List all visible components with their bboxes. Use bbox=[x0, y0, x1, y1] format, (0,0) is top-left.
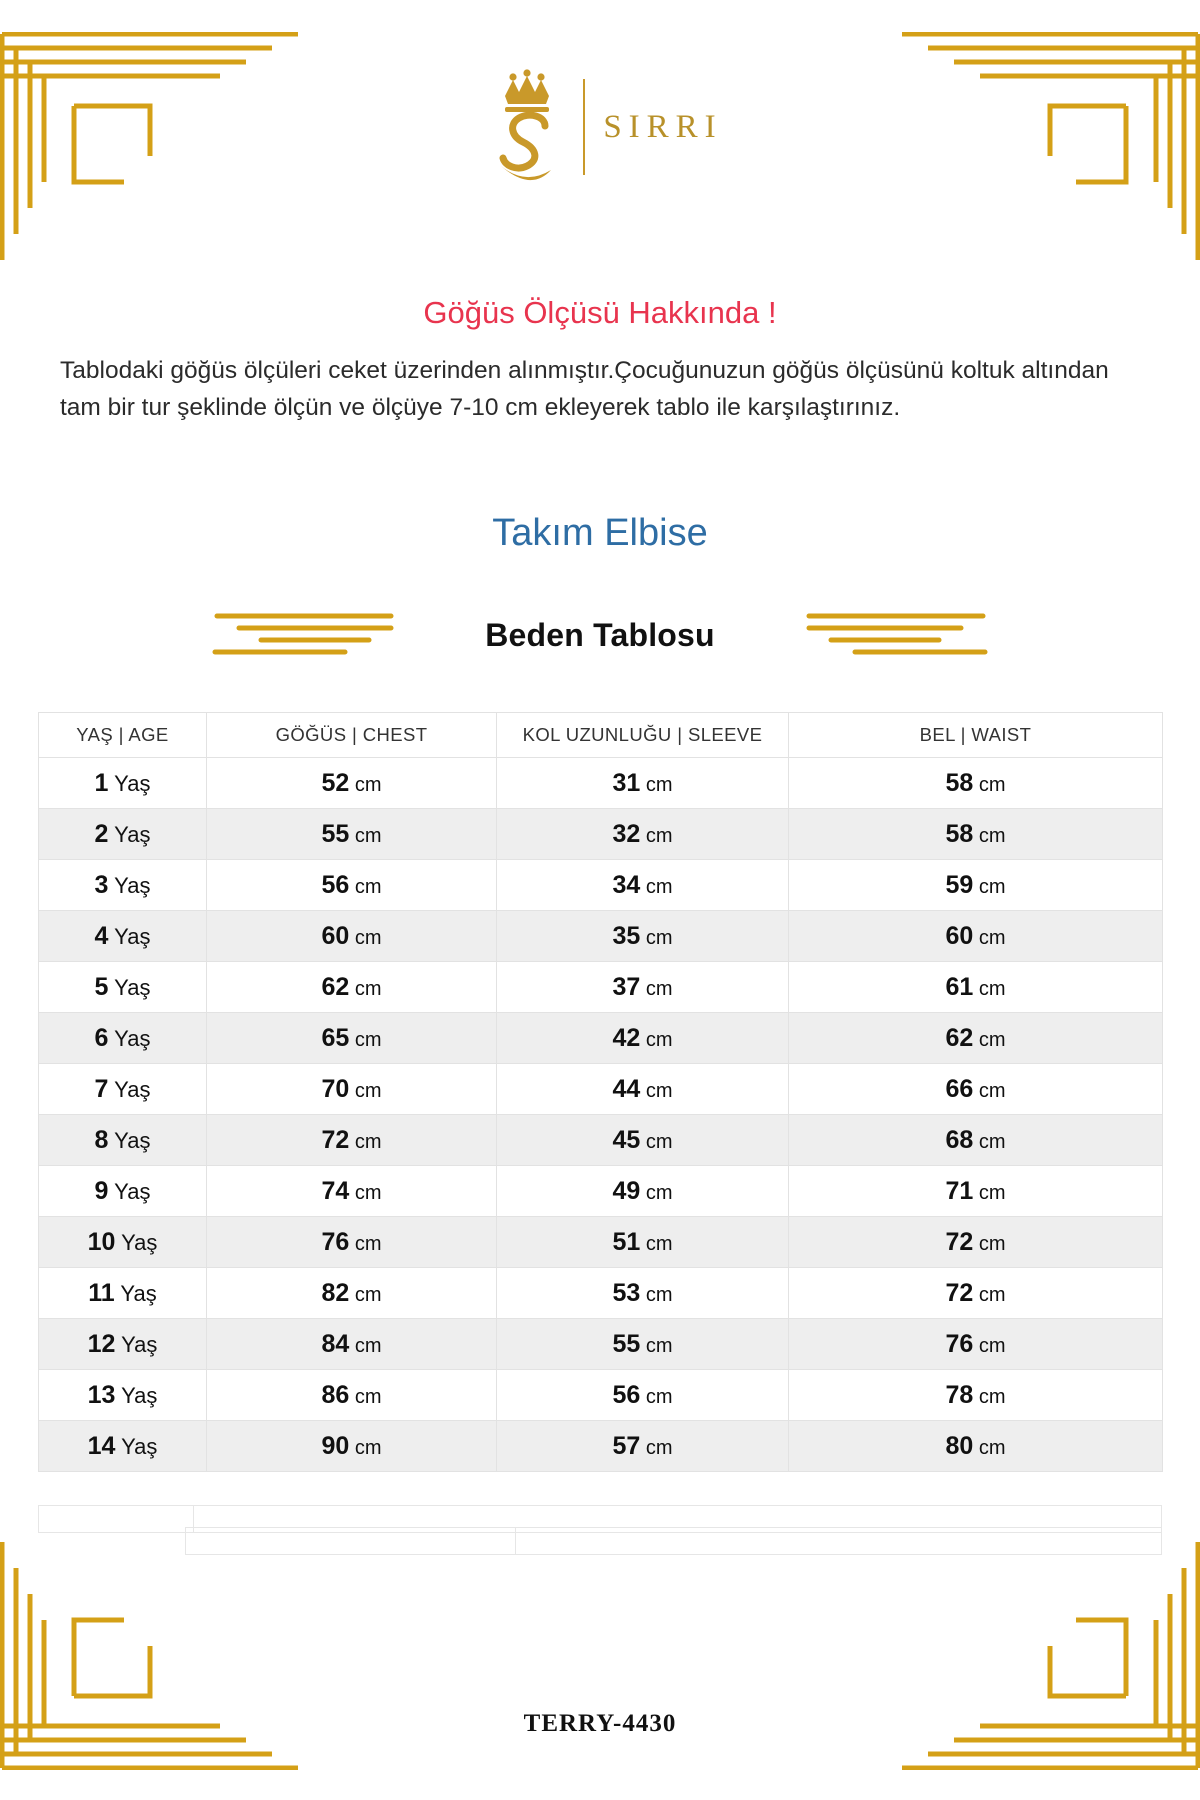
cell-chest-value: 90 bbox=[321, 1431, 350, 1460]
cell-waist bbox=[789, 1319, 1163, 1370]
table-row bbox=[39, 860, 1163, 911]
cell-age-value: 11 bbox=[88, 1278, 115, 1307]
cell-waist-unit: cm bbox=[973, 824, 1006, 847]
cell-age-unit: Yaş bbox=[108, 821, 151, 847]
cell-age-unit: Yaş bbox=[108, 1025, 151, 1051]
cell-waist bbox=[789, 962, 1163, 1013]
cell-waist-value: 61 bbox=[945, 972, 974, 1001]
cell-chest-unit: cm bbox=[349, 1283, 382, 1306]
cell-chest-unit: cm bbox=[349, 1232, 382, 1255]
table-header-row bbox=[39, 713, 1163, 758]
cell-waist bbox=[789, 1115, 1163, 1166]
column-header-sleeve: KOL UZUNLUĞU | SLEEVE bbox=[497, 713, 789, 758]
cell-chest-value: 55 bbox=[321, 819, 350, 848]
cell-chest-value: 60 bbox=[321, 921, 350, 950]
cell-waist-value: 76 bbox=[945, 1329, 974, 1358]
cell-age bbox=[39, 1319, 207, 1370]
table-row bbox=[39, 911, 1163, 962]
cell-chest-unit: cm bbox=[349, 824, 382, 847]
cell-waist-unit: cm bbox=[973, 1028, 1006, 1051]
cell-age bbox=[39, 809, 207, 860]
cell-age-unit: Yaş bbox=[108, 1127, 151, 1153]
cell-sleeve-unit: cm bbox=[640, 1436, 673, 1459]
column-header-age: YAŞ | AGE bbox=[39, 713, 207, 758]
cell-chest-value: 74 bbox=[321, 1176, 350, 1205]
cell-waist bbox=[789, 809, 1163, 860]
cell-sleeve-unit: cm bbox=[640, 1334, 673, 1357]
cell-age-value: 4 bbox=[94, 921, 109, 950]
cell-waist-value: 72 bbox=[945, 1278, 974, 1307]
cell-chest-value: 62 bbox=[321, 972, 350, 1001]
cell-age bbox=[39, 1064, 207, 1115]
cell-chest bbox=[207, 1013, 497, 1064]
cell-chest bbox=[207, 1217, 497, 1268]
cell-age-unit: Yaş bbox=[108, 872, 151, 898]
cell-age bbox=[39, 911, 207, 962]
cell-sleeve bbox=[497, 1013, 789, 1064]
cell-chest bbox=[207, 1064, 497, 1115]
cell-waist bbox=[789, 1421, 1163, 1472]
cell-chest bbox=[207, 1421, 497, 1472]
cell-sleeve-value: 55 bbox=[612, 1329, 641, 1358]
cell-age bbox=[39, 1115, 207, 1166]
cell-sleeve-unit: cm bbox=[640, 773, 673, 796]
notice-body: Tablodaki göğüs ölçüleri ceket üzerinden alınmıştır.Çocuğunuzun göğüs ölçüsünü koltuk altından tam bir tur şeklinde ölçün ve ölçüye 7-10 cm ekleyerek tablo ile karşılaştırınız. bbox=[60, 357, 1109, 422]
cell-waist-unit: cm bbox=[973, 1334, 1006, 1357]
product-category-title: Takım Elbise bbox=[492, 512, 708, 554]
cell-waist-unit: cm bbox=[973, 1181, 1006, 1204]
cell-age-value: 12 bbox=[87, 1329, 116, 1358]
cell-sleeve bbox=[497, 758, 789, 809]
cell-sleeve bbox=[497, 1370, 789, 1421]
crown-s-monogram-icon bbox=[477, 62, 577, 192]
cell-chest-value: 70 bbox=[321, 1074, 350, 1103]
cell-sleeve bbox=[497, 860, 789, 911]
cell-age-unit: Yaş bbox=[115, 1382, 158, 1408]
cell-sleeve-value: 44 bbox=[612, 1074, 641, 1103]
cell-waist-unit: cm bbox=[973, 1385, 1006, 1408]
cell-chest bbox=[207, 758, 497, 809]
cell-chest-value: 56 bbox=[321, 870, 350, 899]
cell-sleeve bbox=[497, 1421, 789, 1472]
cell-age-unit: Yaş bbox=[108, 1178, 151, 1204]
cell-waist-value: 80 bbox=[945, 1431, 974, 1460]
cell-waist bbox=[789, 1217, 1163, 1268]
cell-sleeve-value: 31 bbox=[612, 768, 641, 797]
cell-chest-value: 72 bbox=[321, 1125, 350, 1154]
cell-sleeve bbox=[497, 911, 789, 962]
cell-sleeve-value: 35 bbox=[612, 921, 641, 950]
cell-age bbox=[39, 1268, 207, 1319]
cell-chest-value: 52 bbox=[321, 768, 350, 797]
cell-sleeve-value: 53 bbox=[612, 1278, 641, 1307]
cell-age bbox=[39, 860, 207, 911]
cell-sleeve-value: 57 bbox=[612, 1431, 641, 1460]
cell-sleeve-unit: cm bbox=[640, 1232, 673, 1255]
cell-sleeve bbox=[497, 1115, 789, 1166]
gold-flourish-left-icon bbox=[205, 608, 405, 662]
cell-waist-unit: cm bbox=[973, 1436, 1006, 1459]
brand-name: SIRRI bbox=[603, 108, 723, 145]
cell-sleeve-value: 51 bbox=[612, 1227, 641, 1256]
cell-age-value: 8 bbox=[94, 1125, 109, 1154]
cell-age bbox=[39, 1370, 207, 1421]
cell-age bbox=[39, 1013, 207, 1064]
cell-chest-unit: cm bbox=[349, 1028, 382, 1051]
cell-waist-value: 58 bbox=[945, 819, 974, 848]
cell-sleeve-value: 49 bbox=[612, 1176, 641, 1205]
size-table-header bbox=[39, 713, 1163, 758]
cell-sleeve-value: 37 bbox=[612, 972, 641, 1001]
cell-sleeve-unit: cm bbox=[640, 926, 673, 949]
cell-waist-unit: cm bbox=[973, 1232, 1006, 1255]
cell-sleeve-unit: cm bbox=[640, 1283, 673, 1306]
cell-sleeve-unit: cm bbox=[640, 875, 673, 898]
cell-sleeve-unit: cm bbox=[640, 1181, 673, 1204]
cell-chest bbox=[207, 1370, 497, 1421]
cell-waist-value: 68 bbox=[945, 1125, 974, 1154]
cell-waist-unit: cm bbox=[973, 773, 1006, 796]
cell-sleeve-value: 42 bbox=[612, 1023, 641, 1052]
cell-waist bbox=[789, 1013, 1163, 1064]
cell-waist bbox=[789, 1268, 1163, 1319]
column-header-chest: GÖĞÜS | CHEST bbox=[207, 713, 497, 758]
cell-waist bbox=[789, 860, 1163, 911]
cell-age-value: 3 bbox=[94, 870, 109, 899]
cell-waist bbox=[789, 1064, 1163, 1115]
cell-waist-value: 58 bbox=[945, 768, 974, 797]
cell-sleeve bbox=[497, 962, 789, 1013]
table-empty-row-2 bbox=[185, 1527, 1162, 1555]
cell-age-value: 1 bbox=[94, 768, 109, 797]
cell-chest-value: 65 bbox=[321, 1023, 350, 1052]
cell-chest bbox=[207, 1115, 497, 1166]
table-row bbox=[39, 758, 1163, 809]
cell-age bbox=[39, 1421, 207, 1472]
cell-age-value: 9 bbox=[94, 1176, 109, 1205]
cell-chest bbox=[207, 1319, 497, 1370]
brand-header bbox=[0, 62, 1200, 192]
cell-chest-unit: cm bbox=[349, 1181, 382, 1204]
cell-sleeve bbox=[497, 809, 789, 860]
cell-sleeve-value: 56 bbox=[612, 1380, 641, 1409]
table-row bbox=[39, 1013, 1163, 1064]
cell-waist-unit: cm bbox=[973, 1079, 1006, 1102]
cell-chest-unit: cm bbox=[349, 875, 382, 898]
cell-chest-unit: cm bbox=[349, 926, 382, 949]
cell-waist-value: 72 bbox=[945, 1227, 974, 1256]
cell-waist-value: 59 bbox=[945, 870, 974, 899]
cell-age bbox=[39, 962, 207, 1013]
cell-age-unit: Yaş bbox=[114, 1280, 157, 1306]
cell-age-unit: Yaş bbox=[115, 1331, 158, 1357]
cell-chest bbox=[207, 809, 497, 860]
cell-age-unit: Yaş bbox=[115, 1433, 158, 1459]
cell-age-unit: Yaş bbox=[108, 770, 151, 796]
cell-chest-value: 84 bbox=[321, 1329, 350, 1358]
notice-title: Göğüs Ölçüsü Hakkında ! bbox=[423, 295, 777, 330]
cell-waist-value: 66 bbox=[945, 1074, 974, 1103]
table-row bbox=[39, 1370, 1163, 1421]
table-title: Beden Tablosu bbox=[485, 616, 715, 653]
cell-sleeve-unit: cm bbox=[640, 977, 673, 1000]
cell-sleeve bbox=[497, 1319, 789, 1370]
table-row bbox=[39, 1217, 1163, 1268]
cell-age-value: 7 bbox=[94, 1074, 109, 1103]
product-code: TERRY-4430 bbox=[523, 1710, 677, 1737]
size-table-body bbox=[39, 758, 1163, 1472]
cell-age-value: 5 bbox=[94, 972, 109, 1001]
cell-waist bbox=[789, 911, 1163, 962]
cell-age-value: 2 bbox=[94, 819, 109, 848]
cell-sleeve-value: 45 bbox=[612, 1125, 641, 1154]
cell-sleeve bbox=[497, 1064, 789, 1115]
table-row bbox=[39, 1268, 1163, 1319]
cell-sleeve-unit: cm bbox=[640, 824, 673, 847]
cell-waist-unit: cm bbox=[973, 875, 1006, 898]
cell-age-value: 13 bbox=[87, 1380, 116, 1409]
table-row bbox=[39, 1319, 1163, 1370]
size-table bbox=[38, 712, 1163, 1472]
cell-chest-unit: cm bbox=[349, 773, 382, 796]
cell-chest-value: 76 bbox=[321, 1227, 350, 1256]
cell-waist-value: 71 bbox=[945, 1176, 974, 1205]
cell-sleeve-unit: cm bbox=[640, 1130, 673, 1153]
cell-chest bbox=[207, 860, 497, 911]
cell-sleeve-value: 32 bbox=[612, 819, 641, 848]
cell-chest-value: 82 bbox=[321, 1278, 350, 1307]
table-row bbox=[39, 809, 1163, 860]
cell-sleeve bbox=[497, 1217, 789, 1268]
cell-age-value: 14 bbox=[87, 1431, 116, 1460]
cell-age bbox=[39, 1217, 207, 1268]
cell-chest-unit: cm bbox=[349, 1130, 382, 1153]
table-title-row bbox=[0, 608, 1200, 662]
cell-age-value: 6 bbox=[94, 1023, 109, 1052]
cell-waist-unit: cm bbox=[973, 926, 1006, 949]
cell-sleeve bbox=[497, 1166, 789, 1217]
cell-waist-unit: cm bbox=[973, 1130, 1006, 1153]
cell-age bbox=[39, 758, 207, 809]
cell-sleeve-unit: cm bbox=[640, 1385, 673, 1408]
cell-chest bbox=[207, 962, 497, 1013]
cell-sleeve bbox=[497, 1268, 789, 1319]
cell-waist-unit: cm bbox=[973, 1283, 1006, 1306]
cell-chest-unit: cm bbox=[349, 977, 382, 1000]
table-row bbox=[39, 962, 1163, 1013]
table-row bbox=[39, 1421, 1163, 1472]
cell-chest bbox=[207, 1268, 497, 1319]
brand-divider bbox=[583, 79, 585, 175]
cell-chest-unit: cm bbox=[349, 1079, 382, 1102]
cell-chest-unit: cm bbox=[349, 1334, 382, 1357]
cell-age-unit: Yaş bbox=[108, 974, 151, 1000]
cell-waist bbox=[789, 1166, 1163, 1217]
cell-chest bbox=[207, 1166, 497, 1217]
cell-chest-value: 86 bbox=[321, 1380, 350, 1409]
cell-waist-value: 62 bbox=[945, 1023, 974, 1052]
cell-age bbox=[39, 1166, 207, 1217]
cell-waist bbox=[789, 758, 1163, 809]
table-row bbox=[39, 1064, 1163, 1115]
cell-age-unit: Yaş bbox=[115, 1229, 158, 1255]
gold-flourish-right-icon bbox=[795, 608, 995, 662]
cell-chest-unit: cm bbox=[349, 1436, 382, 1459]
cell-sleeve-unit: cm bbox=[640, 1079, 673, 1102]
column-header-waist: BEL | WAIST bbox=[789, 713, 1163, 758]
table-row bbox=[39, 1166, 1163, 1217]
cell-waist-unit: cm bbox=[973, 977, 1006, 1000]
cell-age-value: 10 bbox=[87, 1227, 116, 1256]
table-row bbox=[39, 1115, 1163, 1166]
cell-waist-value: 60 bbox=[945, 921, 974, 950]
cell-age-unit: Yaş bbox=[108, 923, 151, 949]
cell-sleeve-unit: cm bbox=[640, 1028, 673, 1051]
cell-age-unit: Yaş bbox=[108, 1076, 151, 1102]
cell-sleeve-value: 34 bbox=[612, 870, 641, 899]
cell-waist-value: 78 bbox=[945, 1380, 974, 1409]
cell-waist bbox=[789, 1370, 1163, 1421]
cell-chest bbox=[207, 911, 497, 962]
cell-chest-unit: cm bbox=[349, 1385, 382, 1408]
